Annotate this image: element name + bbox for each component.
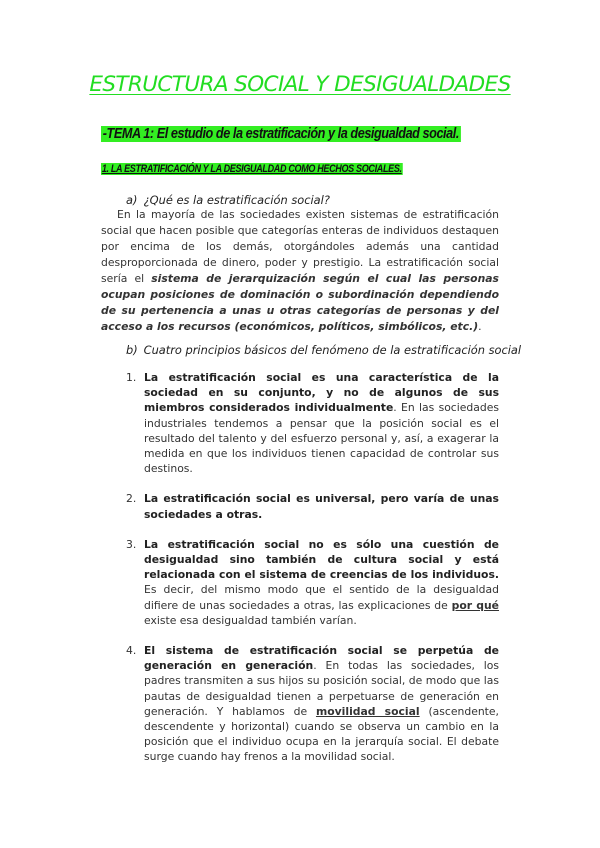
subsection-b-letter: b): [126, 343, 138, 357]
principle-number: 2.: [126, 492, 137, 506]
underlined-term: por qué: [451, 598, 500, 612]
principle-number: 4.: [126, 644, 137, 658]
definition-text: En la mayoría de las sociedades existen sistemas de estratificación social que hacen posible que categorías enteras de individuos destaquen por encima de los demás, otorgándoles además una cantidad desproporcionada de dinero, poder y prestigio. La estratificación social sería el: [101, 208, 499, 285]
tema-heading: -TEMA 1: El estudio de la estratificación y la desigualdad social.: [102, 126, 459, 142]
definition-emphasis: sistema de jerarquización según el cual las personas ocupan posiciones de dominación o subordinación dependiendo de su pertenencia a unas u otras categorías de personas y del acceso a los recursos (económicos, políticos, simbólicos, etc.): [101, 272, 499, 333]
principle-bold: La estratificación social no es sólo una cuestión de desigualdad sino también de cultura social y está relacionada con el sistema de creencias de los individuos.: [144, 537, 499, 582]
principle-item: [126, 491, 499, 521]
principle-number: 1.: [126, 371, 137, 384]
document-title: ESTRUCTURA SOCIAL Y DESIGUALDADES: [89, 72, 511, 97]
principle-bold: La estratificación social es universal, pero varía de unas sociedades a otras.: [144, 492, 499, 521]
subsection-b-heading: [126, 343, 521, 357]
definition-end: .: [478, 320, 482, 333]
subsection-a-letter: a): [126, 193, 138, 207]
subsection-a-title: ¿Qué es la estratificación social?: [143, 193, 330, 207]
principle-text: . En todas las sociedades, los padres transmiten a sus hijos su posición social, de modo que las pautas de desigualdad tienen a perpetuarse de generación en generación. Y hablamos de: [144, 659, 499, 718]
principle-text: Es decir, del mismo modo que el sentido de la desigualdad difiere de unas sociedades a otras, las explicaciones de: [144, 583, 499, 612]
subsection-b-title: Cuatro principios básicos del fenómeno de la estratificación social: [143, 343, 522, 357]
underlined-term: movilidad social: [315, 704, 420, 718]
principles-list: [126, 370, 499, 780]
definition-paragraph: [101, 207, 499, 335]
principle-item: [126, 537, 499, 628]
principle-item: [126, 643, 499, 765]
subsection-a-heading: [126, 193, 330, 207]
principle-text-end: existe esa desigualdad también varían.: [144, 613, 357, 627]
principle-bold: La estratificación social es una característica de la sociedad en su conjunto, y no de algunos de sus miembros considerados individualmente: [144, 371, 499, 415]
principle-item: [126, 370, 499, 476]
principle-text-end: (ascendente, descendente y horizontal) cuando se observa un cambio en la posición que el individuo ocupa en la jerarquía social. El debate surge cuando hay frenos a la movilidad social.: [144, 704, 499, 764]
section-heading: 1. LA ESTRATIFICACIÓN Y LA DESIGUALDAD COMO HECHOS SOCIALES.: [101, 163, 402, 175]
principle-number: 3.: [126, 537, 137, 551]
principle-text: . En las sociedades industriales tendemos a pensar que la posición social es el resultado del talento y del esfuerzo personal y, así, a exagerar la medida en que los individuos tienen capacidad de controlar sus destinos.: [144, 401, 499, 476]
principle-bold: El sistema de estratificación social se perpetúa de generación en generación: [144, 644, 499, 673]
